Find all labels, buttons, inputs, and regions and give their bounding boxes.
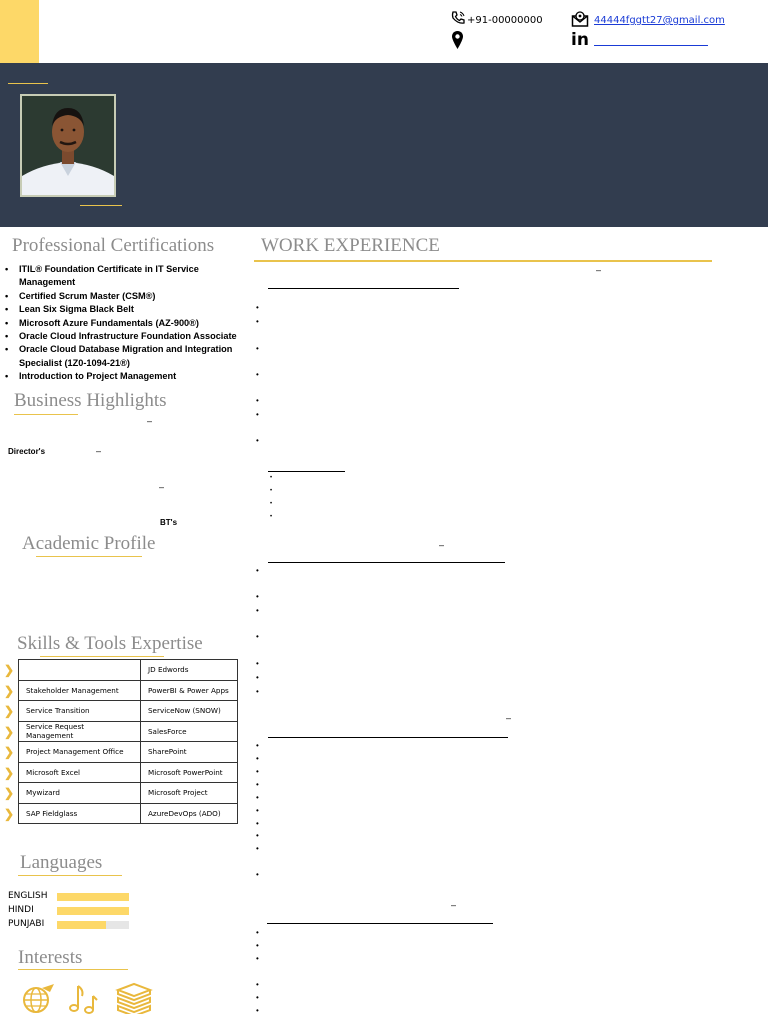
books-reading-icon <box>115 982 153 1014</box>
bullet: • <box>256 317 259 326</box>
bullet: • <box>256 436 259 445</box>
skill-cell: Project Management Office <box>19 742 141 763</box>
skills-underline <box>40 656 164 657</box>
linkedin-icon[interactable]: in <box>571 30 589 50</box>
bullet: • <box>256 993 259 1002</box>
highlights-underline <box>14 414 78 415</box>
tool-cell: JD Edwords <box>141 660 238 681</box>
subsection-underline <box>268 471 345 472</box>
skill-cell: Stakeholder Management <box>19 680 141 701</box>
tool-cell: ServiceNow (SNOW) <box>141 701 238 722</box>
bullet: • <box>256 831 259 840</box>
highlight-dash: – <box>96 446 102 456</box>
language-name: ENGLISH <box>8 891 48 901</box>
chevron-right-icon: ❯ <box>4 663 15 677</box>
chevron-right-icon: ❯ <box>4 704 15 718</box>
bullet: • <box>256 410 259 419</box>
skills-table <box>18 659 238 824</box>
cert-item: • Microsoft Azure Fundamentals (AZ-900®) <box>5 317 245 330</box>
bullet: • <box>256 844 259 853</box>
skill-cell: Mywizard <box>19 783 141 804</box>
language-level-fill <box>57 907 129 915</box>
language-name: PUNJABI <box>8 919 45 929</box>
chevron-right-icon: ❯ <box>4 745 15 759</box>
languages-underline <box>18 875 122 876</box>
bullet: • <box>256 1006 259 1015</box>
bullet: • <box>256 370 259 379</box>
cert-item: • ITIL® Foundation Certificate in IT Service Management <box>5 263 245 290</box>
bullet: • <box>270 488 273 494</box>
language-level-bar <box>57 921 129 929</box>
music-note-icon <box>68 982 98 1014</box>
language-name: HINDI <box>8 905 34 915</box>
table-row <box>19 783 238 804</box>
interests-underline <box>18 969 128 970</box>
table-row <box>19 742 238 763</box>
job-title-underline <box>268 288 459 289</box>
work-heading-underline <box>254 260 712 262</box>
skills-heading: Skills & Tools Expertise <box>17 633 203 654</box>
skill-cell: Service Transition <box>19 701 141 722</box>
tool-cell: Microsoft Project <box>141 783 238 804</box>
table-row <box>19 660 238 681</box>
bullet: • <box>256 673 259 682</box>
photo-accent-line <box>80 205 122 206</box>
bullet: • <box>256 793 259 802</box>
work-dash: – <box>506 713 512 723</box>
language-level-fill <box>57 893 129 901</box>
bullet: • <box>256 941 259 950</box>
tool-cell: SharePoint <box>141 742 238 763</box>
certifications-heading: Professional Certifications <box>12 235 215 256</box>
table-row <box>19 701 238 722</box>
skill-cell: Service Request Management <box>19 721 141 742</box>
tool-cell: SalesForce <box>141 721 238 742</box>
work-experience-heading: WORK EXPERIENCE <box>261 235 440 256</box>
highlight-directors: Director's <box>8 447 46 456</box>
business-highlights-heading: Business Highlights <box>14 390 167 411</box>
chevron-right-icon: ❯ <box>4 684 15 698</box>
accent-tab <box>0 0 39 63</box>
bullet: • <box>256 632 259 641</box>
bullet: • <box>256 780 259 789</box>
bullet: • <box>256 928 259 937</box>
bullet: • <box>256 980 259 989</box>
location-pin-icon <box>451 30 464 50</box>
bullet: • <box>256 659 259 668</box>
tool-cell: Microsoft PowerPoint <box>141 762 238 783</box>
chevron-right-icon: ❯ <box>4 766 15 780</box>
languages-heading: Languages <box>20 852 103 873</box>
bullet: • <box>256 754 259 763</box>
language-level-bar <box>57 893 129 901</box>
chevron-right-icon: ❯ <box>4 786 15 800</box>
bullet: • <box>256 592 259 601</box>
table-row <box>19 680 238 701</box>
skill-cell <box>19 660 141 681</box>
job-title-underline <box>268 562 505 563</box>
tool-cell: PowerBI & Power Apps <box>141 680 238 701</box>
highlight-dash: – <box>147 416 153 426</box>
bullet: • <box>256 819 259 828</box>
chevron-right-icon: ❯ <box>4 725 15 739</box>
bullet: • <box>256 741 259 750</box>
bullet: • <box>270 475 273 481</box>
skill-cell: Microsoft Excel <box>19 762 141 783</box>
chevron-right-icon: ❯ <box>4 807 15 821</box>
email-icon <box>571 10 589 28</box>
cert-item: • Introduction to Project Management <box>5 370 245 383</box>
table-row <box>19 762 238 783</box>
language-level-bar <box>57 907 129 915</box>
profile-photo <box>20 94 116 197</box>
table-row <box>19 721 238 742</box>
bullet: • <box>256 396 259 405</box>
job-title-underline <box>267 923 493 924</box>
globe-travel-icon <box>20 982 56 1016</box>
bullet: • <box>270 514 273 520</box>
tool-cell: AzureDevOps (ADO) <box>141 803 238 824</box>
linkedin-link-underline[interactable] <box>594 45 708 46</box>
work-dash: – <box>439 540 445 550</box>
bullet: • <box>256 606 259 615</box>
bullet: • <box>256 954 259 963</box>
job-title-underline <box>268 737 508 738</box>
phone-number: +91-00000000 <box>467 15 543 26</box>
certifications-list <box>5 263 245 384</box>
bullet: • <box>256 344 259 353</box>
interests-heading: Interests <box>18 947 83 968</box>
table-row <box>19 803 238 824</box>
email-link[interactable]: 44444fggtt27@gmail.com <box>594 15 725 26</box>
bullet: • <box>256 687 259 696</box>
language-level-fill <box>57 921 106 929</box>
work-dash: – <box>451 900 457 910</box>
phone-icon <box>450 10 466 26</box>
academic-profile-heading: Academic Profile <box>22 533 156 554</box>
bullet: • <box>256 806 259 815</box>
bullet: • <box>256 870 259 879</box>
academic-underline <box>36 556 142 557</box>
bullet: • <box>270 501 273 507</box>
cert-item: • Certified Scrum Master (CSM®) <box>5 290 245 303</box>
bullet: • <box>256 767 259 776</box>
cert-item: • Oracle Cloud Infrastructure Foundation Associate <box>5 330 245 343</box>
skill-cell: SAP Fieldglass <box>19 803 141 824</box>
bullet: • <box>256 566 259 575</box>
banner-accent-line <box>8 83 48 84</box>
cert-item: • Oracle Cloud Database Migration and Integration Specialist (1Z0-1094-21®) <box>5 343 245 370</box>
work-dash: – <box>596 265 602 275</box>
cert-item: • Lean Six Sigma Black Belt <box>5 303 245 316</box>
highlight-dash: – <box>159 482 165 492</box>
highlight-bts: BT's <box>160 518 178 527</box>
bullet: • <box>256 303 259 312</box>
